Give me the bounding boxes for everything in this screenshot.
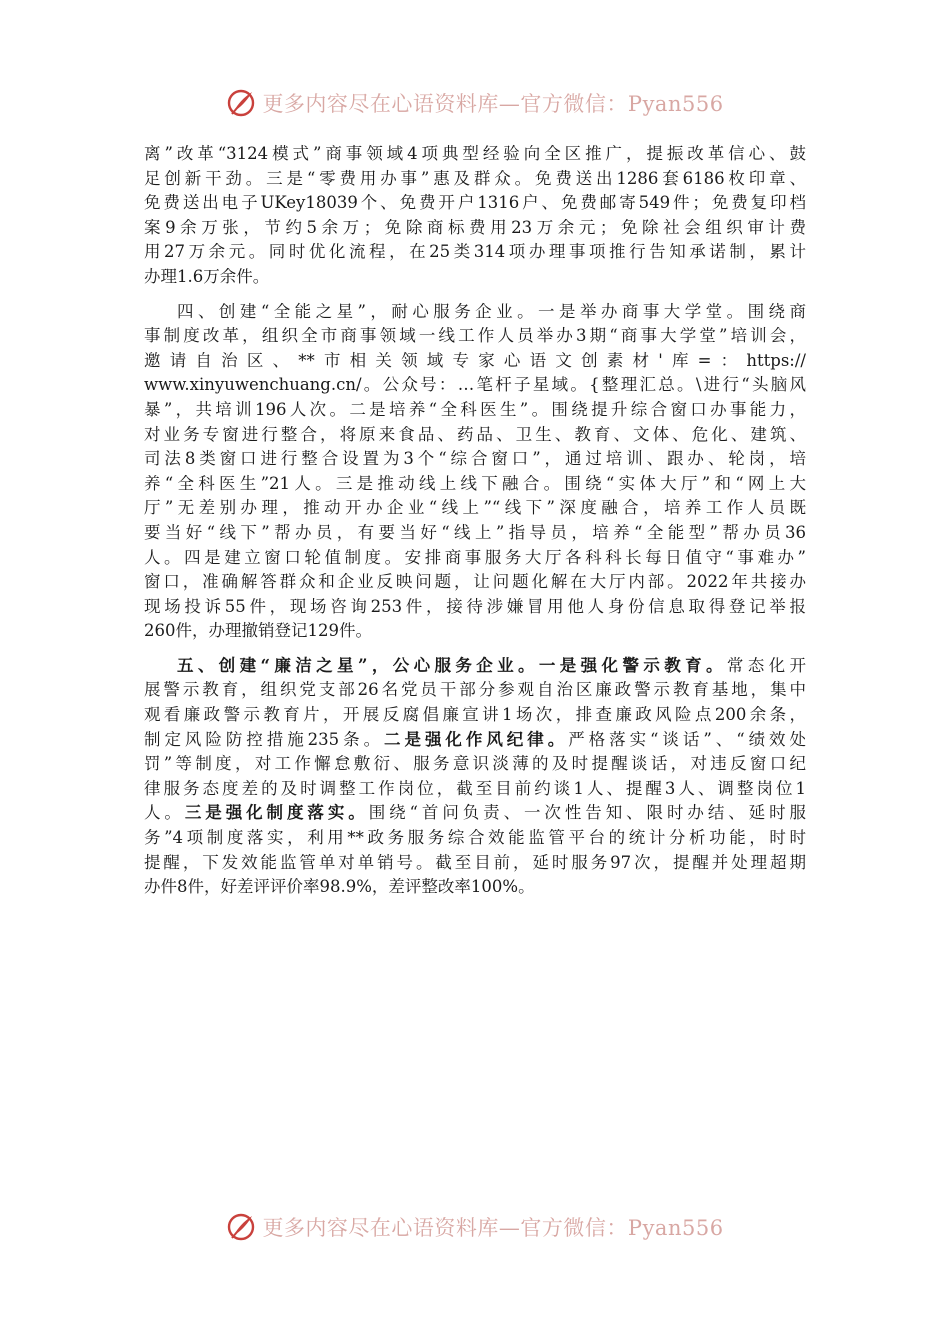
text-line: 现场投诉55件，现场咨询253件，接待涉嫌冒用他人身份信息取得登记举报 <box>144 596 806 616</box>
text-line: 要当好“线下”帮办员，有要当好“线上”指导员，培养“全能型”帮办员36 <box>144 522 806 542</box>
body-text: 围绕“首问负责、一次性告知、限时办结、延时服 <box>368 803 807 823</box>
text-line: 展警示教育，组织党支部26名党员干部分参观自治区廉政警示教育基地，集中 <box>144 680 806 700</box>
text-line: 邀请自治区、**市相关领域专家心语文创素材'库=：https:// <box>144 350 806 370</box>
text-line: 养“全科医生”21人。三是推动线上线下融合。围绕“实体大厅”和“网上大 <box>144 473 806 493</box>
text-line <box>144 654 806 679</box>
text-line: 办件8件，好差评评价率98.9%，差评整改率100%。 <box>144 877 535 897</box>
text-line: 用27万余元。同时优化流程，在25类314项办理事项推行告知承诺制，累计 <box>144 242 806 262</box>
watermark-header <box>0 88 950 118</box>
text-line: 提醒，下发效能监管单对单销号。截至目前，延时服务97次，提醒并处理超期 <box>144 852 806 872</box>
watermark-footer <box>0 1212 950 1242</box>
watermark-text: 更多内容尽在心语资料库—官方微信：Pyan556 <box>262 1216 724 1240</box>
subsection-title: 一是强化警示教育。 <box>538 655 727 675</box>
text-line: 260件，办理撤销登记129件。 <box>144 621 372 641</box>
text-line: 人。四是建立窗口轮值制度。安排商事服务大厅各科科长每日值守“事难办” <box>144 547 806 567</box>
text-line: 罚”等制度，对工作懈怠敷衍、服务意识淡薄的及时提醒谈话，对违反窗口纪 <box>144 754 806 774</box>
quill-logo-icon <box>226 1212 256 1242</box>
text-line: 厅”无差别办理，推动开办企业“线上”“线下”深度融合，培养工作人员既 <box>144 498 806 518</box>
text-line: 窗口，准确解答群众和企业反映问题，让问题化解在大厅内部。2022年共接办 <box>144 572 806 592</box>
text-line: 务”4项制度落实，利用**政务服务综合效能监管平台的统计分析功能，时时 <box>144 828 806 848</box>
text-line: 四、创建“全能之星”，耐心服务企业。一是举办商事大学堂。围绕商 <box>177 301 806 321</box>
body-text: 制定风险防控措施235条。 <box>144 729 385 749</box>
body-text: 人。 <box>144 803 185 823</box>
text-line: 司法8类窗口进行整合设置为3个“综合窗口”，通过培训、跟办、轮岗，培 <box>144 449 806 469</box>
text-line: 离”改革“3124模式”商事领域4项典型经验向全区推广，提振改革信心、鼓 <box>144 144 806 163</box>
subsection-title: 三是强化制度落实。 <box>184 803 369 823</box>
text-line: 办理1.6万余件。 <box>144 266 270 286</box>
document-body <box>144 142 806 900</box>
text-line: 律服务态度差的及时调整工作岗位，截至目前约谈1人、提醒3人、调整岗位1 <box>144 778 806 798</box>
text-line: 事制度改革，组织全市商事领域一线工作人员举办3期“商事大学堂”培训会， <box>144 326 806 346</box>
section-heading: 五、创建“廉洁之星”，公心服务企业。 <box>177 655 539 675</box>
text-line: 观看廉政警示教育片，开展反腐倡廉宣讲1场次，排查廉政风险点200余条， <box>144 705 806 725</box>
text-line: 免费送出电子UKey18039个、免费开户1316户、免费邮寄549件；免费复印档 <box>144 193 806 213</box>
paragraph-continuation <box>144 142 806 290</box>
body-text: 严格落实“谈话”、“绩效处 <box>568 729 807 749</box>
body-text: 常态化开 <box>726 655 807 675</box>
text-line: 对业务专窗进行整合，将原来食品、药品、卫生、教育、文体、危化、建筑、 <box>144 424 806 444</box>
text-line: 足创新干劲。三是“零费用办事”惠及群众。免费送出1286套6186枚印章、 <box>144 168 806 188</box>
text-line: www.xinyuwenchuang.cn/。公众号：…笔杆子星域。{整理汇总。\进行“头脑风 <box>144 375 806 395</box>
text-line: 案9余万张，节约5余万；免除商标费用23万余元；免除社会组织审计费 <box>144 217 806 237</box>
paragraph-section-four <box>144 300 806 644</box>
paragraph-section-five <box>144 654 806 900</box>
watermark-text: 更多内容尽在心语资料库—官方微信：Pyan556 <box>262 92 724 116</box>
text-line <box>144 728 806 753</box>
subsection-title: 二是强化作风纪律。 <box>384 729 569 749</box>
quill-logo-icon <box>226 88 256 118</box>
text-line <box>144 801 806 826</box>
text-line: 暴”，共培训196人次。二是培养“全科医生”。围绕提升综合窗口办事能力， <box>144 399 806 419</box>
